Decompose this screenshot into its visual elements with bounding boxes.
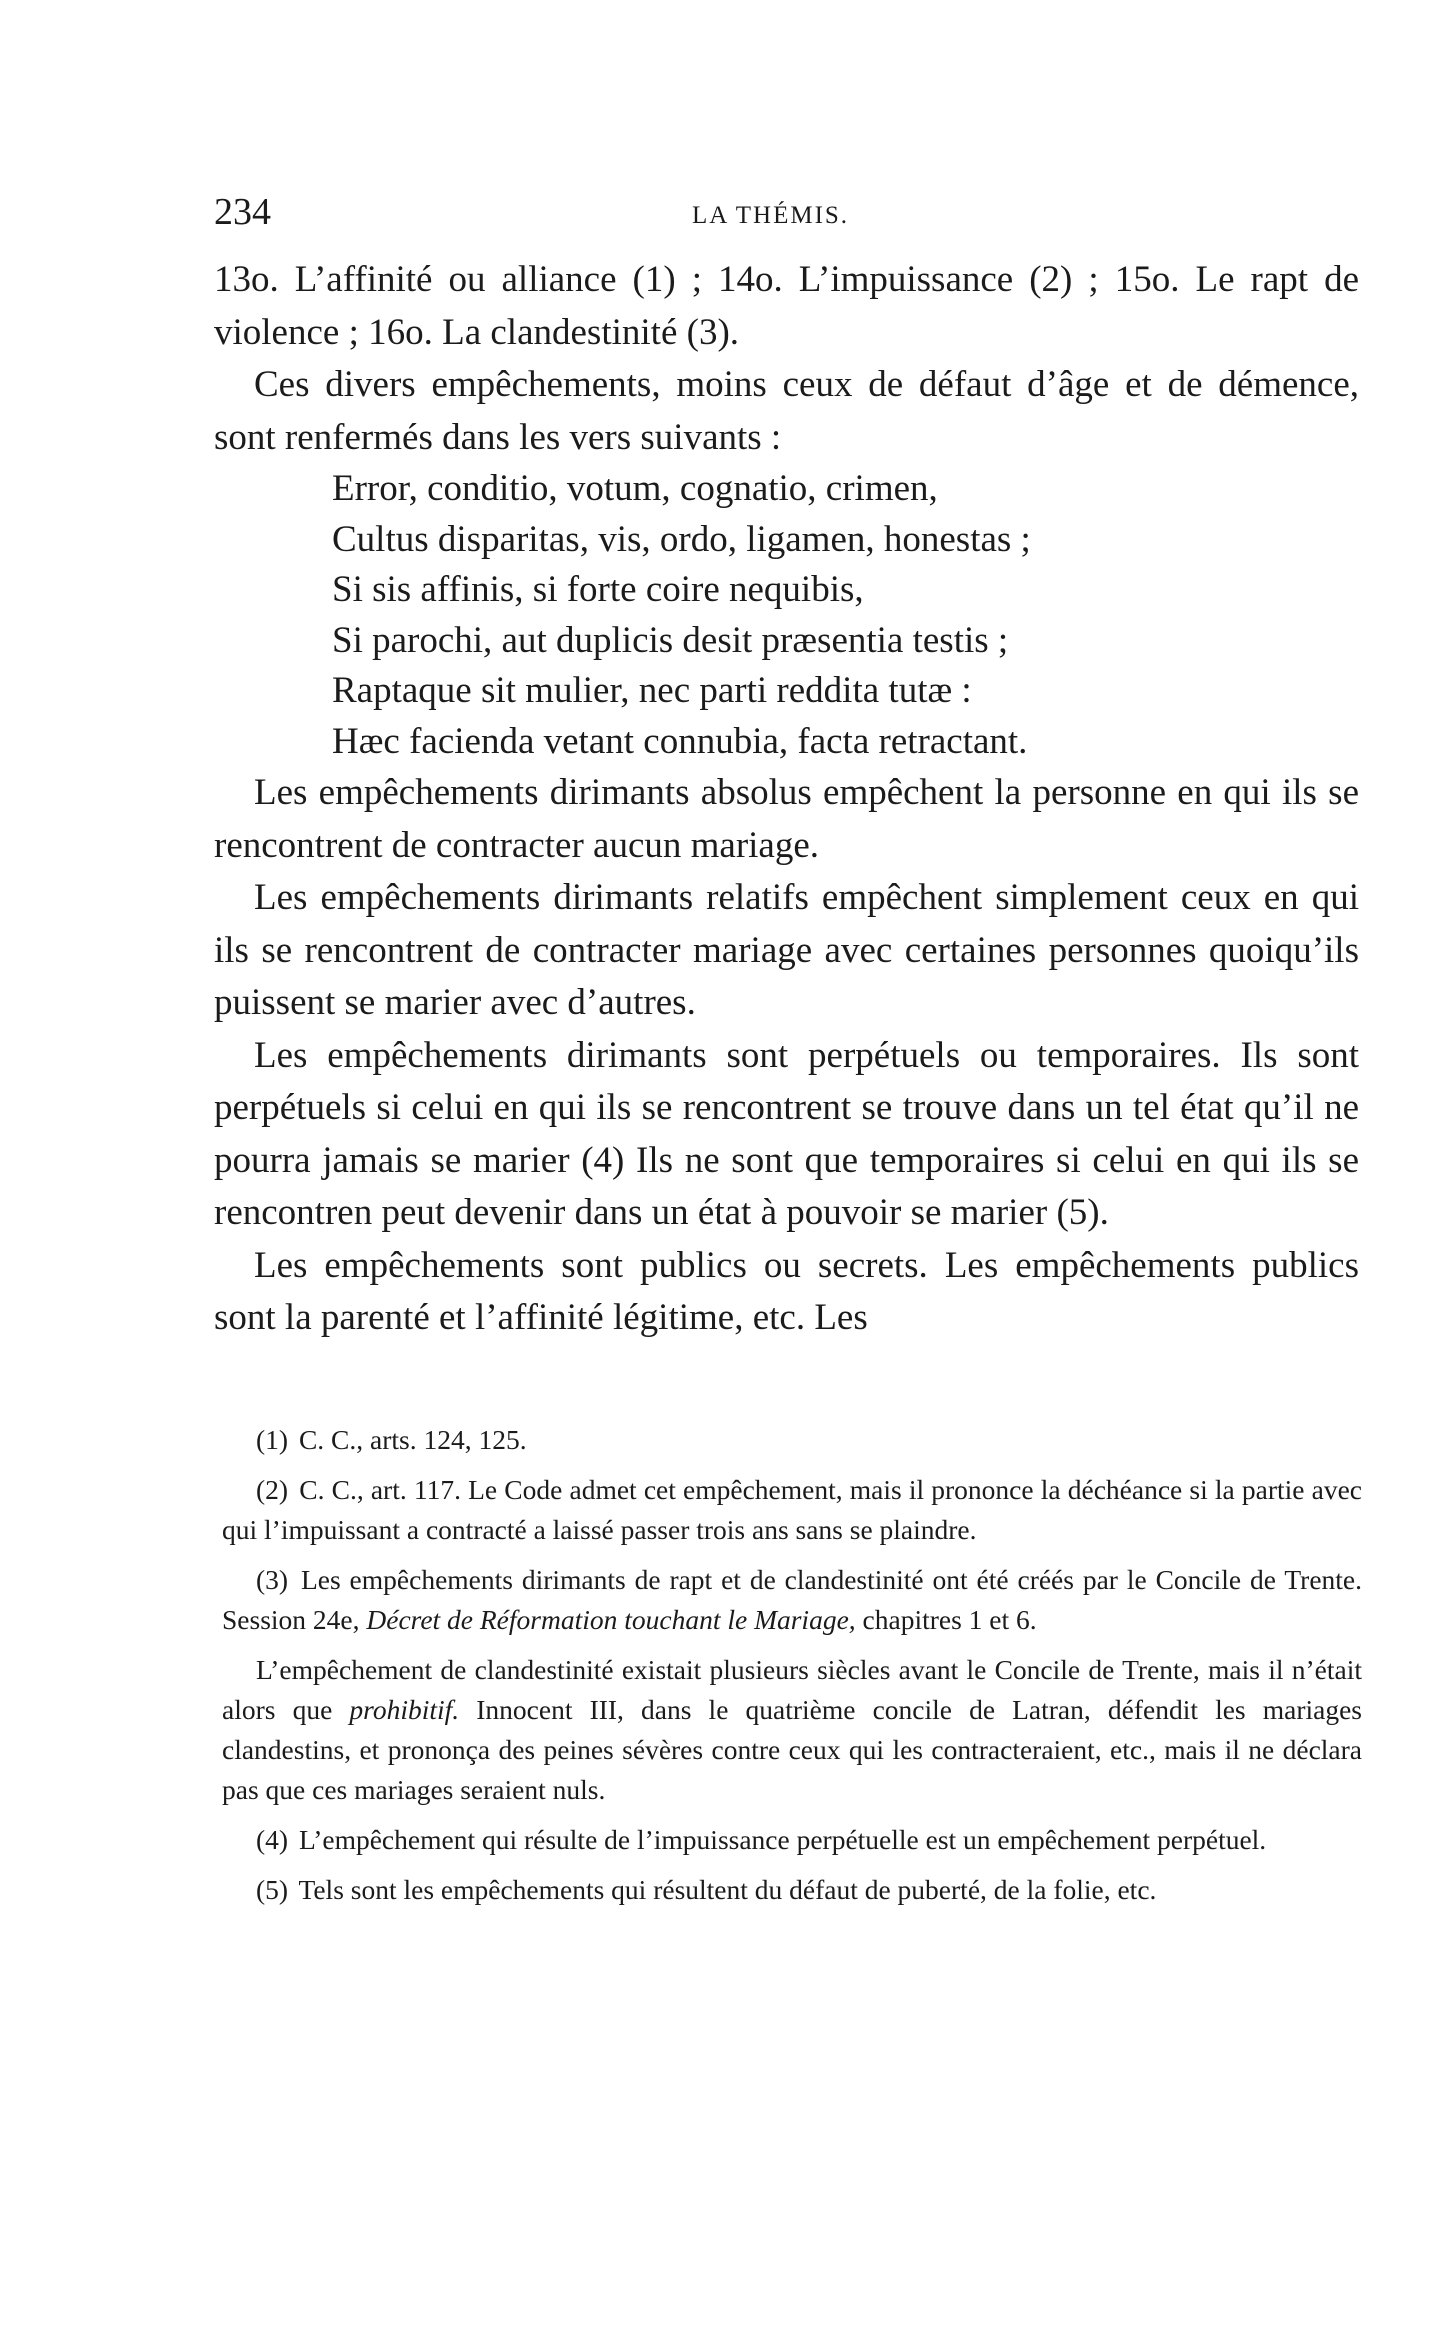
footnote-4 [222,1820,1362,1860]
paragraph: Ces divers empêchements, moins ceux de défaut d’âge et de démence, sont renfermés dans les vers suivants : [214,364,1359,458]
footnote-mark: (4) [256,1824,289,1855]
paragraph: Les empêchements dirimants absolus empêchent la personne en qui ils se rencontrent de contracter aucun mariage. [214,772,1359,866]
footnote-text: C. C., arts. 124, 125. [298,1424,527,1455]
footnote-mark: (2) [256,1474,289,1505]
footnote-text: C. C., art. 117. Le Code admet cet empêchement, mais il prononce la déchéance si la partie avec qui l’impuissant a contracté a laissé passer trois ans sans se plaindre. [222,1474,1362,1545]
footnote-text: Les empêchements dirimants de rapt et de clandestinité ont été créés par le Concile de Trente. Session 24e, [222,1564,1363,1635]
footnote-5 [222,1870,1362,1910]
footnote-text: Innocent III, dans le quatrième concile de Latran, défendit les mariages clandestins, et prononça des peines sévères contre ceux qui les contracteraient, etc., mais il ne déclara pas que ces mariages seraient nuls. [222,1694,1362,1805]
verse-line: Raptaque sit mulier, nec parti reddita tutæ : [332,670,972,711]
verse-line: Hæc facienda vetant connubia, facta retractant. [332,720,1028,762]
footnote-3 [222,1560,1362,1640]
paragraph: 13o. L’affinité ou alliance (1) ; 14o. L’impuissance (2) ; 15o. Le rapt de violence ; 16o. La clandestinité (3). [214,259,1359,353]
verse-line: Cultus disparitas, vis, ordo, ligamen, honestas ; [332,518,1031,560]
footnote-text: L’empêchement de clandestinité existait plusieurs siècles avant le Concile de Trente, mais il n’était alors que [222,1654,1362,1725]
footnote-italic-title: Décret de Réformation touchant le Mariage, [366,1604,856,1635]
footnote-text: L’empêchement qui résulte de l’impuissance perpétuelle est un empêchement perpétuel. [298,1824,1267,1855]
running-title: LA THÉMIS. [692,202,850,229]
footnote-3-continued [222,1650,1362,1810]
page-number: 234 [214,191,271,233]
verse-line: Error, conditio, votum, cognatio, crimen, [332,468,938,509]
paragraph: Les empêchements sont publics ou secrets. Les empêchements publics sont la parenté et l’affinité légitime, etc. Les [214,1244,1359,1338]
footnote-mark: (5) [256,1874,289,1905]
verse-line: Si parochi, aut duplicis desit præsentia testis ; [332,619,1009,661]
paragraph: Les empêchements dirimants relatifs empêchent simplement ceux en qui ils se rencontrent de contracter mariage avec certaines personnes quoiqu’ils puissent se marier avec d’autres. [214,877,1359,1023]
footnote-mark: (1) [256,1424,289,1455]
footnotes [222,1420,1362,1920]
main-text [214,254,1359,1345]
footnote-2 [222,1470,1362,1550]
paragraph: Les empêchements dirimants sont perpétuels ou temporaires. Ils sont perpétuels si celui en qui ils se rencontrent se trouve dans un tel état qu’il ne pourra jamais se marier (4) Ils ne sont que temporaires si celui en qui ils se rencontren peut devenir dans un état à pouvoir se marier (5). [214,1034,1359,1233]
footnote-text: chapitres 1 et 6. [862,1604,1037,1635]
footnote-mark: (3) [256,1564,289,1595]
verse-line: Si sis affinis, si forte coire nequibis, [332,569,864,610]
footnote-1 [222,1420,1362,1460]
latin-verse [332,464,1359,767]
footnote-italic-word: prohibitif. [349,1694,460,1725]
footnote-text: Tels sont les empêchements qui résultent du défaut de puberté, de la folie, etc. [298,1874,1157,1905]
page-header [214,188,1374,248]
